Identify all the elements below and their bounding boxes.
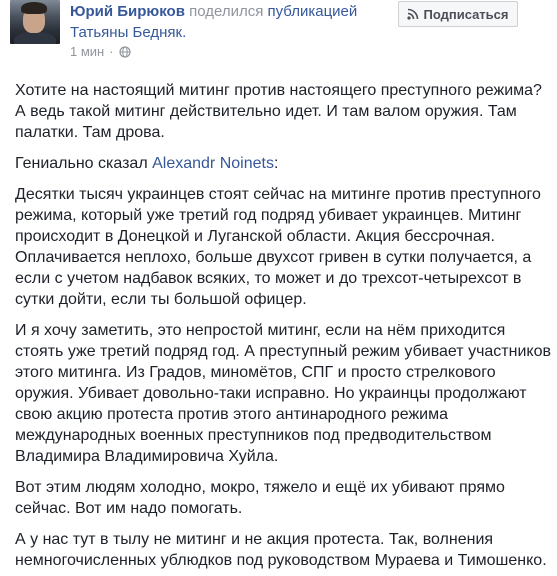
quote-intro: Гениально сказал — [15, 155, 148, 172]
author-avatar[interactable] — [10, 0, 60, 44]
origin-author-link[interactable]: Татьяны Бедняк. — [70, 24, 187, 41]
rss-icon — [407, 8, 419, 20]
post-paragraph: А у нас тут в тылу не митинг и не акция протеста. Так, волнения немногочисленных ублюдков под руководством Мураева и Тимошенко. — [15, 531, 547, 569]
post-body — [15, 80, 552, 576]
follow-button[interactable] — [398, 1, 518, 27]
post-paragraph: Вот этим людям холодно, мокро, тяжело и ещё их убивают прямо сейчас. Вот им надо помогать. — [15, 479, 505, 517]
avatar-shirt — [14, 32, 56, 44]
author-name[interactable]: Юрий Бирюков — [70, 3, 185, 20]
post-paragraph: Хотите на настоящий митинг против настоящего преступного режима? А ведь такой митинг действительно идет. И там валом оружия. Там палатки. Там дрова. — [15, 82, 542, 141]
post-timestamp[interactable]: 1 мин — [70, 44, 105, 59]
meta-separator: · — [109, 44, 114, 59]
share-publication-link[interactable]: публикацией — [267, 3, 358, 20]
quote-intro-line — [15, 153, 552, 174]
quote-colon: : — [273, 155, 279, 172]
post-meta — [70, 44, 131, 60]
share-action-text: поделился — [189, 3, 268, 20]
avatar-hair — [21, 2, 47, 14]
quote-author-link[interactable]: Alexandr Noinets — [152, 155, 274, 172]
follow-button-label: Подписаться — [423, 6, 509, 22]
post-header — [70, 1, 390, 43]
post-paragraph: Десятки тысяч украинцев стоят сейчас на митинге против преступного режима, который уже третий год подряд убивает украинцев. Митинг происходит в Донецкой и Луганской области. Акция бессрочная. Оплачивается неплохо, больше двухсот гривен в сутки получается, а если с учетом надбавок всяких, то может и до трехсот-четырехсот в сутки дойти, если ты большой офицер. — [15, 186, 541, 308]
post-paragraph: И я хочу заметить, это непростой митинг, если на нём приходится стоять уже третий подряд год. А преступный режим убивает участников этого митинга. Из Градов, миномётов, СПГ и просто стрелкового оружия. Убивает довольно-таки исправно. Но украинцы продолжают свою акцию протеста против этого антинародного режима международных военных преступников под предводительством Владимира Владимировича Хуйла. — [15, 322, 551, 465]
globe-icon[interactable] — [119, 46, 131, 58]
